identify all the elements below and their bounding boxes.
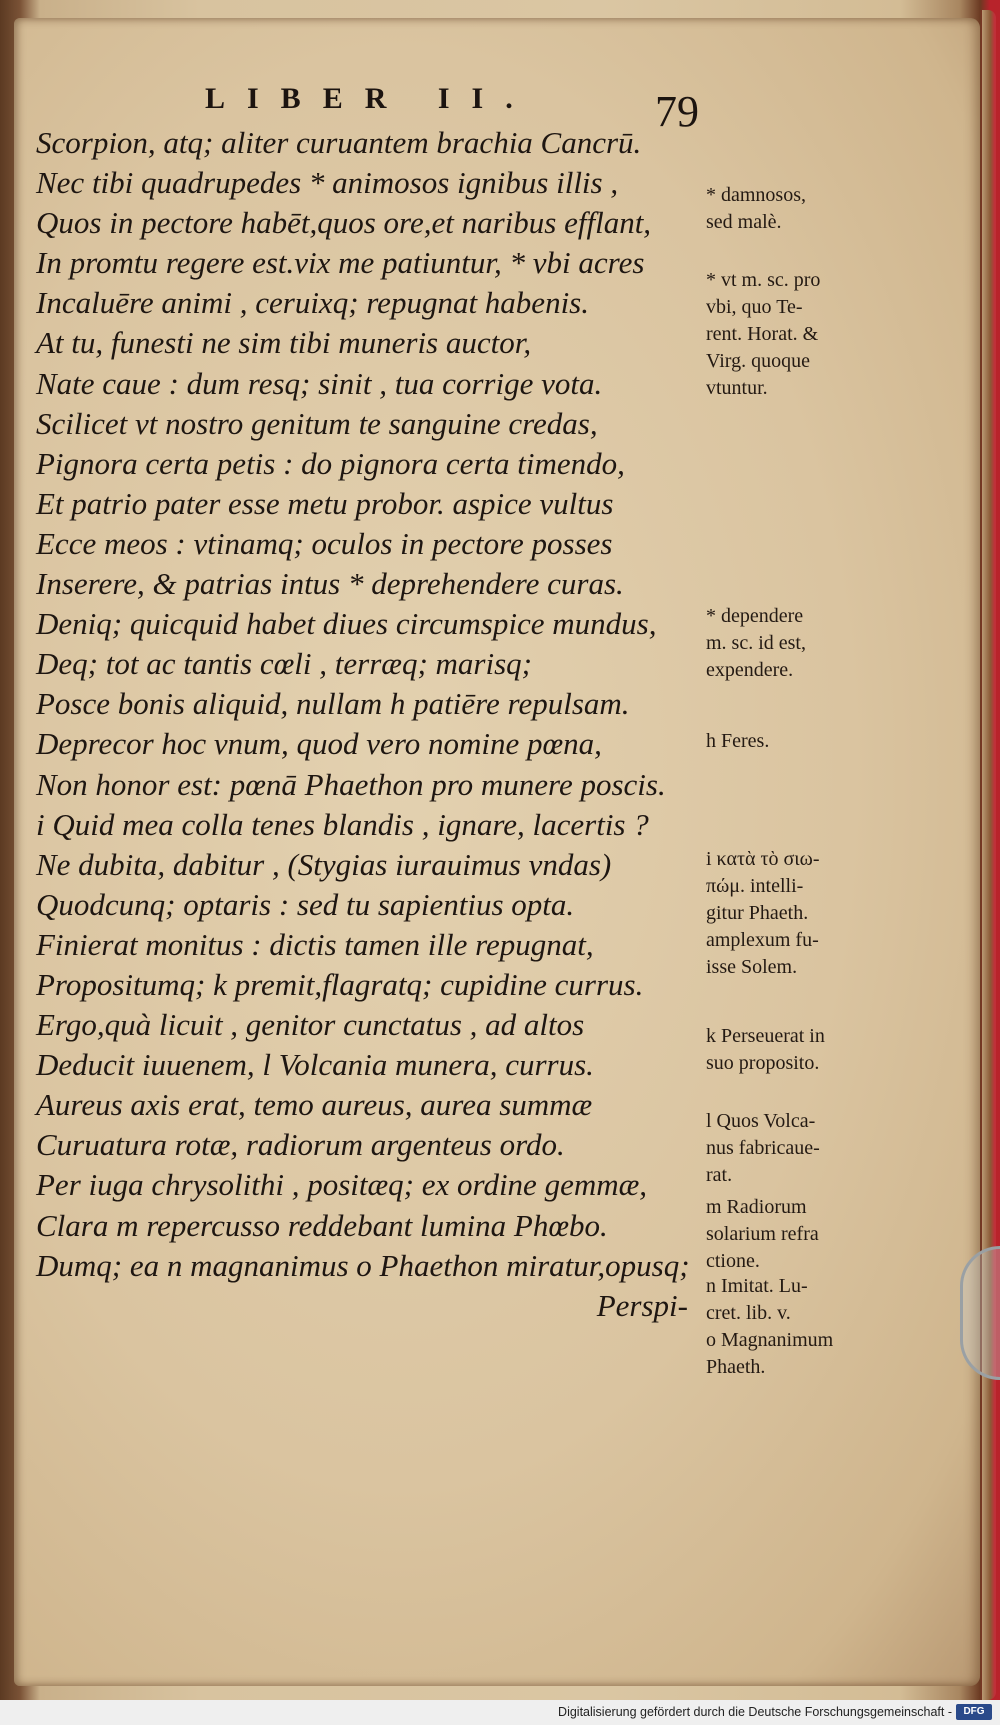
verse-line: Quos in pectore habēt,quos ore,et naribus efflant, — [36, 205, 652, 241]
margin-note: m Radiorum solarium refra ctione. — [706, 1196, 819, 1272]
verse-line: Posce bonis aliquid, nullam h patiēre repulsam. — [36, 686, 630, 722]
verse-line: Curuatura rotæ, radiorum argenteus ordo. — [36, 1127, 565, 1163]
verse-line: i Quid mea colla tenes blandis , ignare, lacertis ? — [36, 806, 649, 842]
verse-line: Finierat monitus : dictis tamen ille repugnat, — [36, 926, 594, 962]
verse-line: Scilicet vt nostro genitum te sanguine credas, — [36, 405, 598, 441]
verse-line: Incaluēre animi , ceruixq; repugnat habenis. — [36, 285, 589, 321]
verse-line: Scorpion, atq; aliter curuantem brachia Cancrū. — [36, 125, 642, 160]
margin-note: n Imitat. Lu- cret. lib. v. o Magnanimum Phaeth. — [706, 1275, 834, 1378]
verse-line: Non honor est: pœnā Phaethon pro munere poscis. — [36, 766, 666, 802]
verse-line: Per iuga chrysolithi , positæq; ex ordine gemmæ, — [36, 1167, 648, 1203]
margin-note: k Perseuerat in suo proposito. — [706, 1025, 825, 1074]
verse-line: Deprecor hoc vnum, quod vero nomine pœna, — [36, 726, 602, 762]
verse-line: Pignora certa petis : do pignora certa timendo, — [36, 445, 625, 481]
catchword: Perspi- — [596, 1287, 688, 1323]
page-edge — [982, 10, 996, 1700]
margin-note: h Feres. — [706, 730, 770, 752]
verse-line: Et patrio pater esse metu probor. aspice vultus — [36, 485, 614, 521]
margin-note: i κατὰ τὸ σιω- πώμ. intelli- gitur Phaeth. amplexum fu- isse Solem. — [706, 848, 820, 978]
margin-note: * dependere m. sc. id est, expendere. — [706, 605, 806, 681]
verse-line: In promtu regere est.vix me patiuntur, * vbi acres — [36, 245, 645, 281]
margin-note: l Quos Volca- nus fabricaue- rat. — [706, 1110, 820, 1186]
verse-line: Deducit iuuenem, l Volcania munera, currus. — [36, 1047, 594, 1083]
running-title: LIBER II. — [205, 82, 535, 115]
verse-line: Propositumq; k premit,flagratq; cupidine currus. — [36, 966, 644, 1002]
folio-number: 79 — [655, 87, 699, 136]
clasp — [960, 1246, 1000, 1380]
dfg-logo: DFG — [956, 1704, 992, 1720]
verse-line: Ergo,quà licuit , genitor cunctatus , ad altos — [36, 1007, 585, 1043]
verse-column — [36, 123, 704, 1326]
verse-line: At tu, funesti ne sim tibi muneris auctor, — [36, 325, 532, 361]
verse-line: Ne dubita, dabitur , (Stygias iurauimus vndas) — [36, 846, 612, 882]
verse-line: Inserere, & patrias intus * deprehendere curas. — [36, 566, 624, 602]
verse-line: Aureus axis erat, temo aureus, aurea summæ — [36, 1087, 593, 1123]
verse-line: Clara m repercusso reddebant lumina Phœbo. — [36, 1207, 608, 1243]
verse-line: Ecce meos : vtinamq; oculos in pectore posses — [36, 525, 613, 561]
verse-line: Quodcunq; optaris : sed tu sapientius opta. — [36, 886, 575, 922]
verse-line: Deq; tot ac tantis cœli , terræq; marisq; — [36, 646, 532, 682]
verse-line: Deniq; quicquid habet diues circumspice mundus, — [36, 606, 657, 642]
verse-line: Nec tibi quadrupedes * animosos ignibus illis , — [36, 165, 619, 201]
margin-note: * damnosos, sed malè. — [706, 184, 806, 233]
dfg-credit-bar: Digitalisierung gefördert durch die Deutsche Forschungsgemeinschaft - — [0, 1700, 1000, 1725]
verse-line: Nate caue : dum resq; sinit , tua corrige vota. — [36, 365, 603, 401]
verse-line: Dumq; ea n magnanimus o Phaethon miratur,opusq; — [36, 1247, 690, 1283]
margin-note: * vt m. sc. pro vbi, quo Te- rent. Horat. & Virg. quoque vtuntur. — [706, 269, 821, 399]
